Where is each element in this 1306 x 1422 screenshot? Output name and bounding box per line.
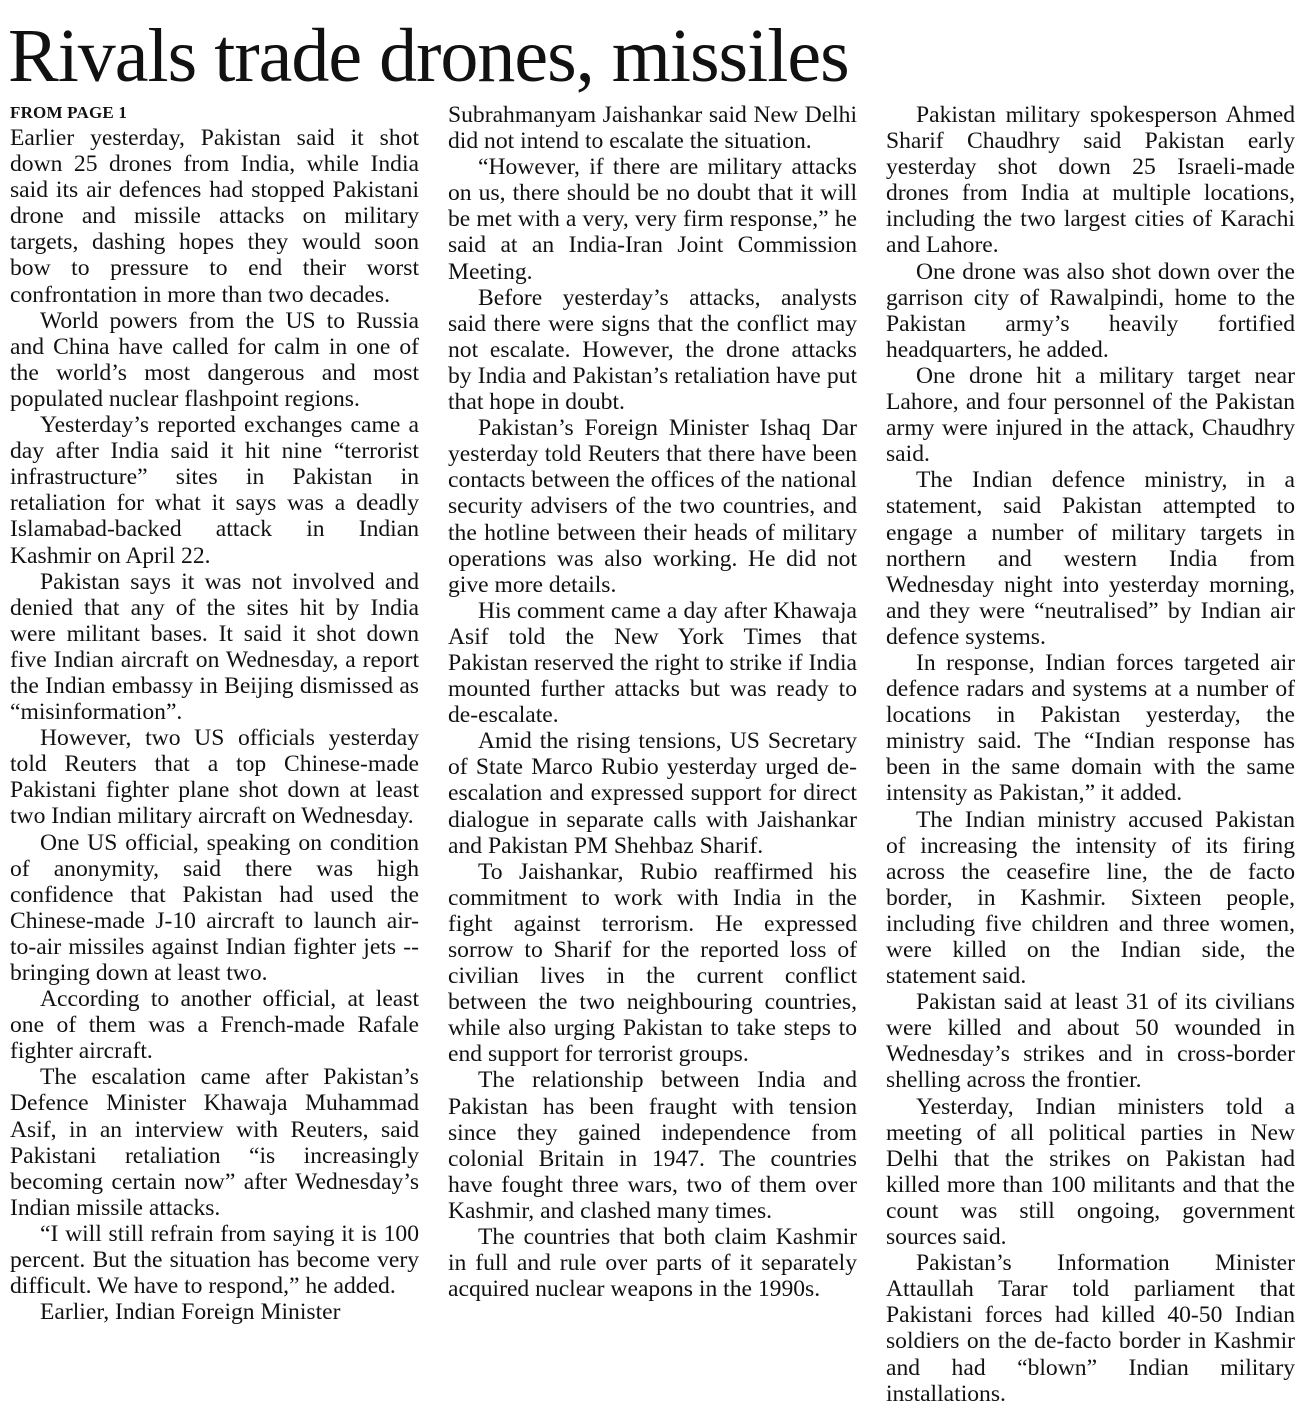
- paragraph: However, two US officials yesterday told Reuters that a top Chinese-made Pakistani fighter plane shot down at least two Indian military aircraft on Wednesday.: [10, 725, 419, 830]
- paragraph: Pakistan says it was not involved and denied that any of the sites hit by India were militant bases. It said it shot down five Indian aircraft on Wednesday, a report the Indian embassy in Beijing dismissed as “misinformation”.: [10, 568, 419, 726]
- dateline: FROM PAGE 1: [10, 103, 128, 122]
- paragraph: According to another official, at least one of them was a French-made Rafale fighter aircraft.: [10, 986, 419, 1065]
- paragraph: The relationship between India and Pakistan has been fraught with tension since they gained independence from colonial Britain in 1947. The countries have fought three wars, two of them over Kashmir, and clashed many times.: [448, 1067, 857, 1224]
- article-column-1: [10, 125, 419, 1325]
- paragraph: One US official, speaking on condition of anonymity, said there was high confidence that Pakistan had used the Chinese-made J-10 aircraft to launch air-to-air missiles against Indian fighter jets -- bringing down at least two.: [10, 829, 419, 986]
- paragraph: Before yesterday’s attacks, analysts said there were signs that the conflict may not escalate. However, the drone attacks by India and Pakistan’s retaliation have put that hope in doubt.: [448, 284, 857, 416]
- paragraph: The escalation came after Pakistan’s Defence Minister Khawaja Muhammad Asif, in an interview with Reuters, said Pakistani retaliation “is increasingly becoming certain now” after Wednesday’s Indian missile attacks.: [10, 1064, 419, 1221]
- paragraph: Earlier yesterday, Pakistan said it shot down 25 drones from India, while India said its air defences had stopped Pakistani drone and missile attacks on military targets, dashing hopes they would soon bow to pressure to end their worst confrontation in more than two decades.: [10, 125, 419, 308]
- paragraph: Pakistan said at least 31 of its civilians were killed and about 50 wounded in Wednesday’s strikes and in cross-border shelling across the frontier.: [886, 989, 1295, 1094]
- article-column-2: [448, 102, 857, 1302]
- paragraph: The countries that both claim Kashmir in full and rule over parts of it separately acquired nuclear weapons in the 1990s.: [448, 1224, 857, 1303]
- paragraph: Amid the rising tensions, US Secretary of State Marco Rubio yesterday urged de-escalation and expressed support for direct dialogue in separate calls with Jaishankar and Pakistan PM Shehbaz Sharif.: [448, 728, 857, 859]
- headline: Rivals trade drones, missiles: [8, 14, 849, 98]
- paragraph: World powers from the US to Russia and China have called for calm in one of the world’s most dangerous and most populated nuclear flashpoint regions.: [10, 307, 419, 412]
- paragraph: The Indian defence ministry, in a statement, said Pakistan attempted to engage a number of military targets in northern and western India from Wednesday night into yesterday morning, and they were “neutralised” by Indian air defence systems.: [886, 467, 1295, 650]
- paragraph: Yesterday, Indian ministers told a meeting of all political parties in New Delhi that the strikes on Pakistan had killed more than 100 militants and that the count was still ongoing, government sources said.: [886, 1093, 1295, 1251]
- paragraph: Pakistan’s Information Minister Attaullah Tarar told parliament that Pakistani forces had killed 40-50 Indian soldiers on the de-facto border in Kashmir and had “blown” Indian military installations.: [886, 1250, 1295, 1407]
- paragraph: Pakistan’s Foreign Minister Ishaq Dar yesterday told Reuters that there have been contacts between the offices of the national security advisers of the two countries, and the hotline between their heads of military operations was also working. He did not give more details.: [448, 415, 857, 598]
- paragraph: The Indian ministry accused Pakistan of increasing the intensity of its firing across the ceasefire line, the de facto border, in Kashmir. Sixteen people, including five children and three women, were killed on the Indian side, the statement said.: [886, 806, 1295, 990]
- paragraph: Pakistan military spokesperson Ahmed Sharif Chaudhry said Pakistan early yesterday shot down 25 Israeli-made drones from India at multiple locations, including the two largest cities of Karachi and Lahore.: [886, 102, 1295, 259]
- paragraph: Earlier, Indian Foreign Minister: [40, 1299, 341, 1326]
- paragraph-continuation: Subrahmanyam Jaishankar said New Delhi did not intend to escalate the situation.: [448, 102, 857, 155]
- paragraph: To Jaishankar, Rubio reaffirmed his commitment to work with India in the fight against terrorism. He expressed sorrow to Sharif for the reported loss of civilian lives in the current conflict between the two neighbouring countries, while also urging Pakistan to take steps to end support for terrorist groups.: [448, 858, 857, 1068]
- paragraph: Yesterday’s reported exchanges came a day after India said it hit nine “terrorist infrastructure” sites in Pakistan in retaliation for what it says was a deadly Islamabad-backed attack in Indian Kashmir on April 22.: [10, 412, 419, 569]
- paragraph: One drone hit a military target near Lahore, and four personnel of the Pakistan army were injured in the attack, Chaudhry said.: [886, 362, 1295, 468]
- paragraph: His comment came a day after Khawaja Asif told the New York Times that Pakistan reserved the right to strike if India mounted further attacks but was ready to de-escalate.: [448, 597, 857, 729]
- article-column-3: [886, 102, 1295, 1407]
- paragraph: “I will still refrain from saying it is 100 percent. But the situation has become very difficult. We have to respond,” he added.: [10, 1220, 419, 1300]
- paragraph: One drone was also shot down over the garrison city of Rawalpindi, home to the Pakistan army’s heavily fortified headquarters, he added.: [886, 258, 1295, 363]
- paragraph: “However, if there are military attacks on us, there should be no doubt that it will be met with a very, very firm response,” he said at an India-Iran Joint Commission Meeting.: [448, 154, 857, 285]
- paragraph: In response, Indian forces targeted air defence radars and systems at a number of locations in Pakistan yesterday, the ministry said. The “Indian response has been in the same domain with the same intensity as Pakistan,” it added.: [886, 649, 1295, 807]
